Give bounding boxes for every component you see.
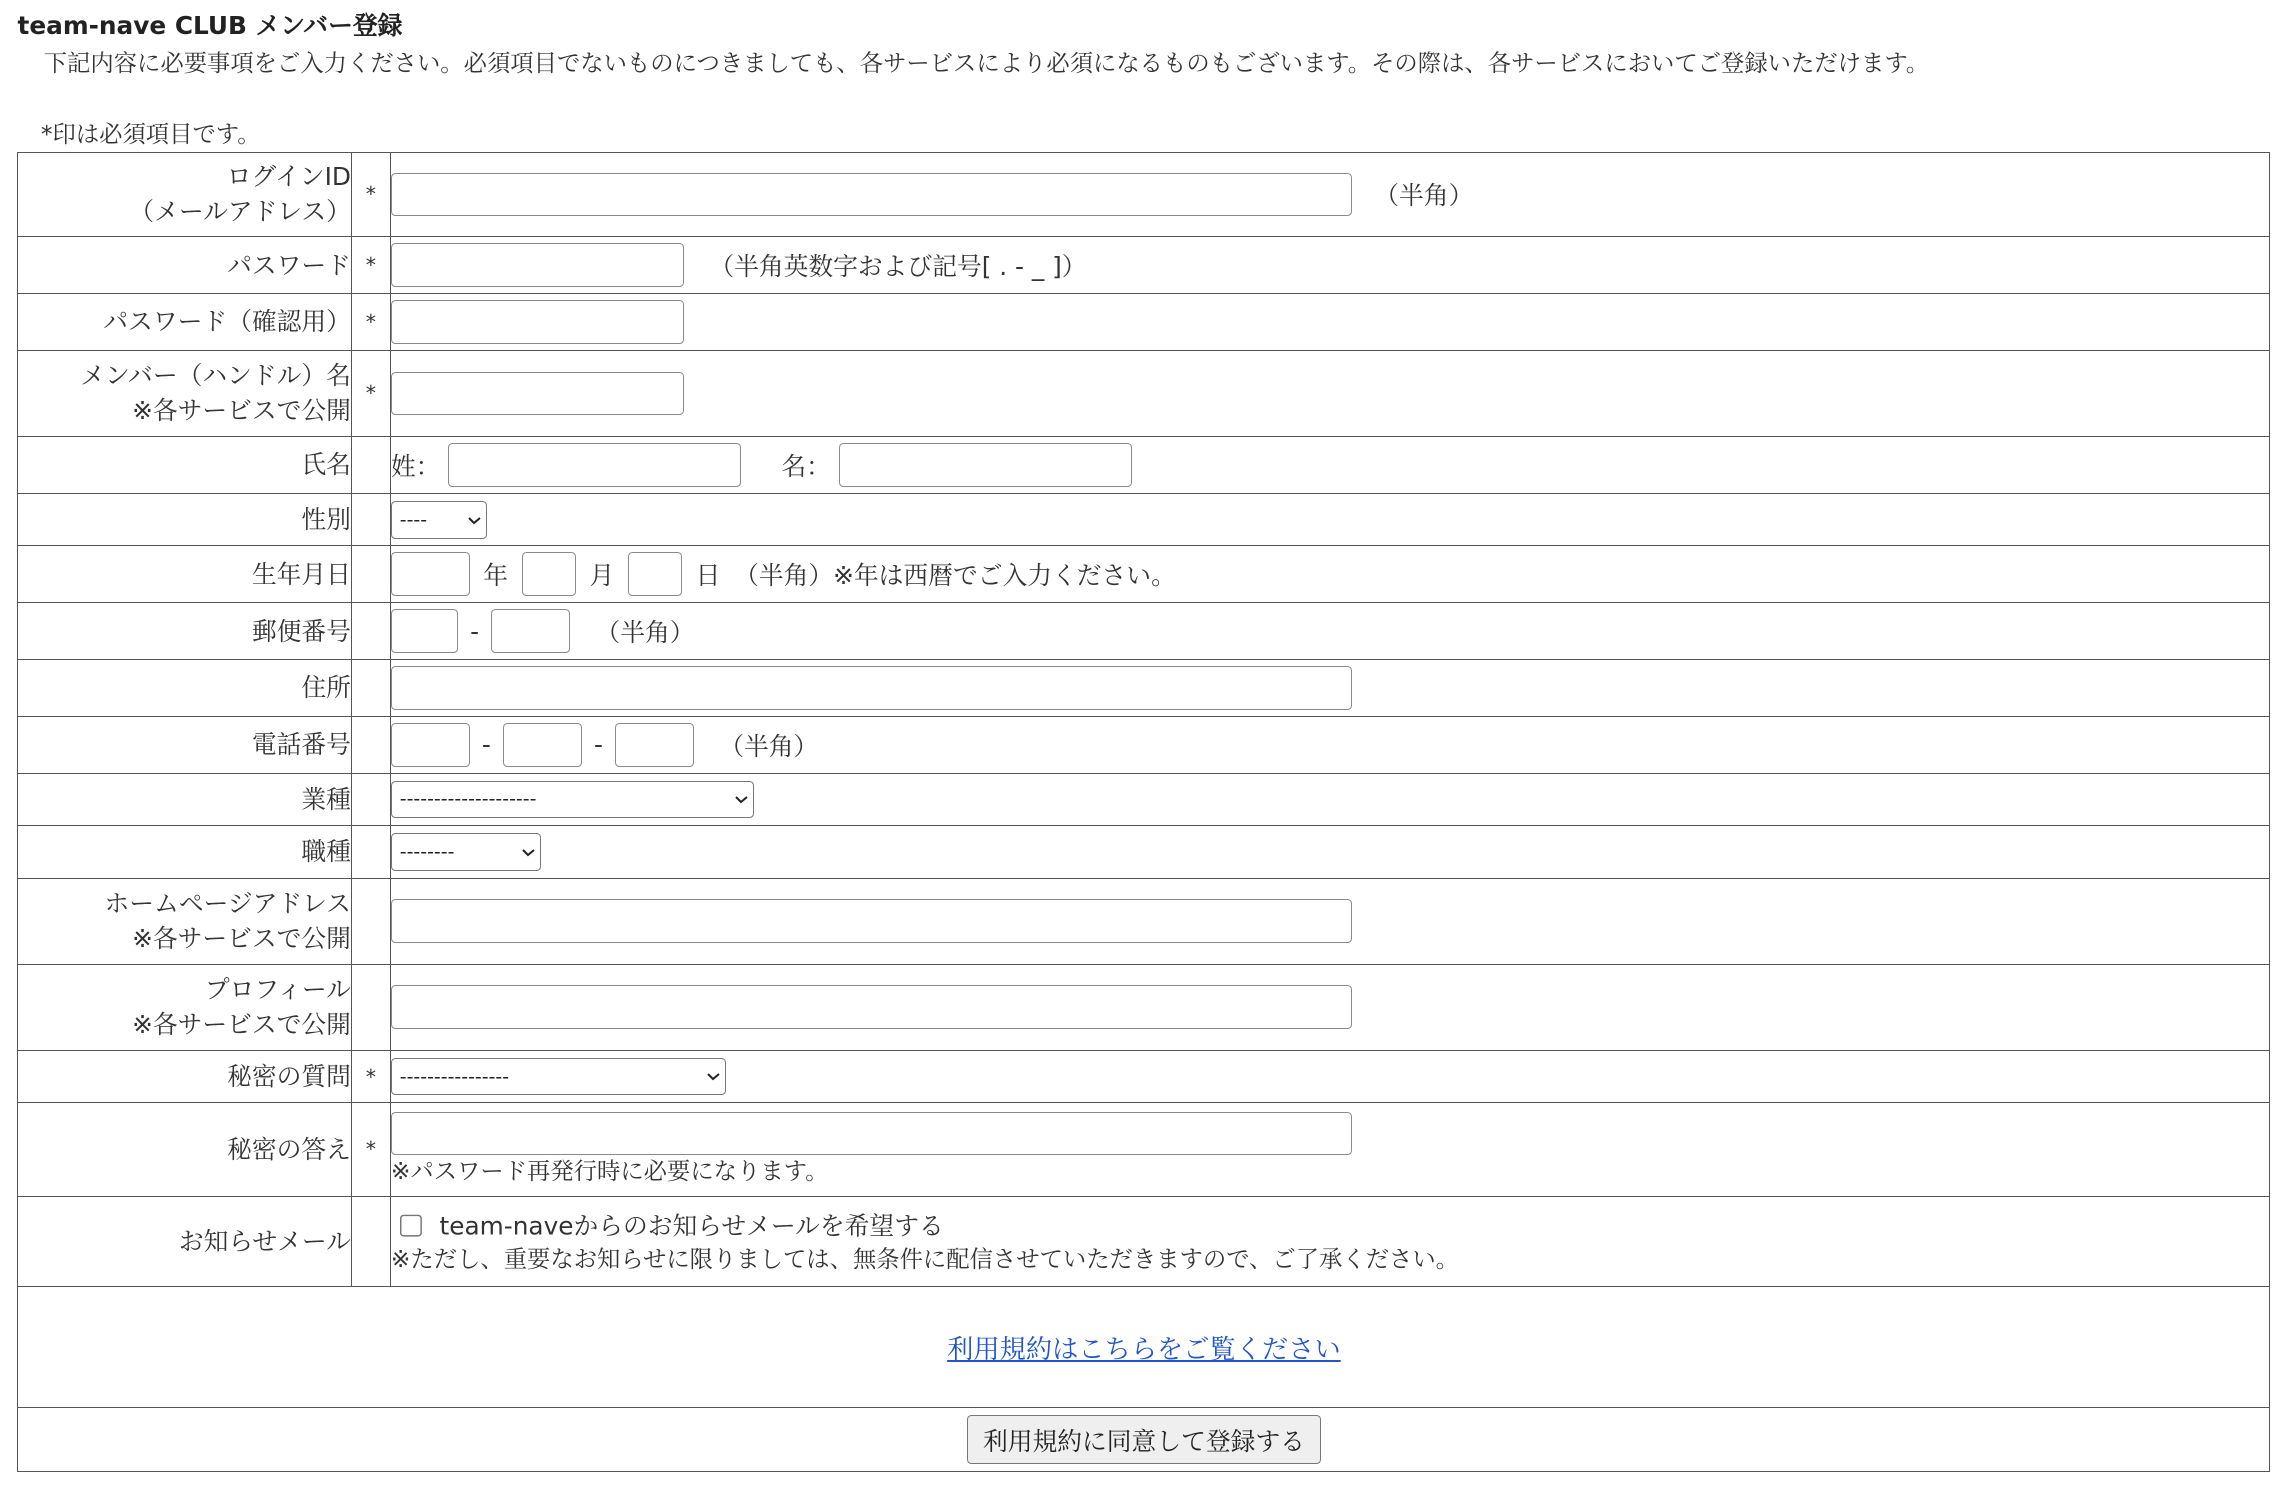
occupation-select[interactable]	[391, 833, 541, 871]
row-birthday	[18, 546, 2270, 603]
label-occupation: 職種	[18, 826, 351, 878]
address-input[interactable]	[391, 666, 1352, 710]
phone-first-input[interactable]	[391, 723, 470, 767]
label-profile	[18, 964, 351, 1050]
phone-dash: -	[593, 730, 603, 760]
last-name-input[interactable]	[448, 443, 741, 487]
row-member-name	[18, 350, 2270, 436]
newsletter-checkbox-label[interactable]: team-naveからのお知らせメールを希望する	[439, 1211, 944, 1241]
birth-day-input[interactable]	[628, 552, 682, 596]
postal-dash: -	[470, 616, 480, 646]
day-unit: 日	[695, 561, 721, 591]
newsletter-checkbox[interactable]	[400, 1214, 423, 1237]
row-profile	[18, 964, 2270, 1050]
password-input[interactable]	[391, 243, 684, 287]
required-mark: *	[351, 152, 390, 237]
label-profile-line1: プロフィール	[204, 975, 351, 1005]
phone-dash: -	[481, 730, 491, 760]
label-gender: 性別	[18, 493, 351, 545]
profile-input[interactable]	[391, 985, 1352, 1029]
row-login-id	[18, 152, 2270, 237]
label-postal: 郵便番号	[18, 603, 351, 660]
page-title: team-nave CLUB メンバー登録	[17, 10, 403, 40]
secret-answer-input[interactable]	[391, 1112, 1352, 1156]
newsletter-note: ※ただし、重要なお知らせに限りましては、無条件に配信させていただきますので、ご了承ください。	[390, 1245, 1460, 1274]
label-password-confirm: パスワード（確認用）	[18, 294, 351, 351]
year-unit: 年	[483, 561, 509, 591]
row-homepage	[18, 878, 2270, 964]
label-secret-question: 秘密の質問	[18, 1050, 351, 1102]
row-industry	[18, 773, 2270, 825]
row-postal	[18, 603, 2270, 660]
member-name-input[interactable]	[391, 372, 684, 416]
required-note: *印は必須項目です。	[40, 120, 261, 149]
secret-question-select[interactable]	[391, 1058, 726, 1096]
label-birthday: 生年月日	[18, 546, 351, 603]
terms-link[interactable]: 利用規約はこちらをご覧ください	[947, 1334, 1341, 1365]
industry-select[interactable]	[391, 781, 754, 819]
label-login-id	[18, 152, 351, 237]
postal-code-first-input[interactable]	[391, 609, 458, 653]
label-homepage-line2: ※各サービスで公開	[132, 924, 351, 954]
password-suffix: （半角英数字および記号[ . - _ ]）	[709, 252, 1087, 282]
birthday-note: （半角）※年は西暦でご入力ください。	[734, 561, 1176, 591]
required-mark: *	[351, 237, 390, 294]
label-member-name-line2: ※各サービスで公開	[132, 396, 351, 426]
label-member-name	[18, 350, 351, 436]
required-mark: *	[351, 1103, 390, 1196]
month-unit: 月	[589, 561, 615, 591]
postal-code-second-input[interactable]	[491, 609, 570, 653]
phone-third-input[interactable]	[615, 723, 694, 767]
secret-answer-note: ※パスワード再発行時に必要になります。	[390, 1157, 829, 1186]
label-homepage	[18, 878, 351, 964]
phone-suffix: （半角）	[719, 731, 819, 761]
row-submit	[18, 1407, 2270, 1471]
label-profile-line2: ※各サービスで公開	[132, 1010, 351, 1040]
label-secret-answer: 秘密の答え	[18, 1103, 351, 1196]
homepage-input[interactable]	[391, 899, 1352, 943]
postal-suffix: （半角）	[595, 618, 695, 648]
label-member-name-line1: メンバー（ハンドル）名	[80, 361, 351, 391]
row-secret-question	[18, 1050, 2270, 1102]
label-homepage-line1: ホームページアドレス	[104, 889, 351, 919]
label-phone: 電話番号	[18, 716, 351, 773]
row-gender	[18, 493, 2270, 545]
required-mark: *	[351, 1050, 390, 1102]
registration-form-table	[17, 152, 2270, 1473]
required-mark: *	[351, 294, 390, 351]
required-mark: *	[351, 350, 390, 436]
intro-text: 下記内容に必要事項をご入力ください。必須項目でないものにつきましても、各サービスにより必須になるものもございます。その際は、各サービスにおいてご登録いただけます。	[43, 48, 1930, 77]
gender-select[interactable]	[391, 501, 487, 539]
birth-month-input[interactable]	[522, 552, 576, 596]
row-newsletter	[18, 1196, 2270, 1286]
first-name-label: 名：	[781, 451, 831, 481]
row-password	[18, 237, 2270, 294]
label-password: パスワード	[18, 237, 351, 294]
phone-second-input[interactable]	[503, 723, 582, 767]
label-login-id-line1: ログインID	[226, 162, 351, 192]
row-password-confirm	[18, 294, 2270, 351]
label-login-id-line2: （メールアドレス）	[129, 197, 351, 227]
password-confirm-input[interactable]	[391, 300, 684, 344]
row-occupation	[18, 826, 2270, 878]
first-name-input[interactable]	[839, 443, 1132, 487]
label-name: 氏名	[18, 436, 351, 493]
birth-year-input[interactable]	[391, 552, 470, 596]
row-name	[18, 436, 2270, 493]
login-id-input[interactable]	[391, 173, 1352, 217]
row-address	[18, 660, 2270, 717]
label-industry: 業種	[18, 773, 351, 825]
row-terms	[18, 1286, 2270, 1407]
last-name-label: 姓：	[390, 451, 441, 481]
label-address: 住所	[18, 660, 351, 717]
login-id-suffix: （半角）	[1374, 181, 1474, 211]
row-phone	[18, 716, 2270, 773]
label-newsletter: お知らせメール	[18, 1196, 351, 1286]
agree-and-register-button[interactable]: 利用規約に同意して登録する	[967, 1415, 1320, 1465]
row-secret-answer	[18, 1103, 2270, 1196]
